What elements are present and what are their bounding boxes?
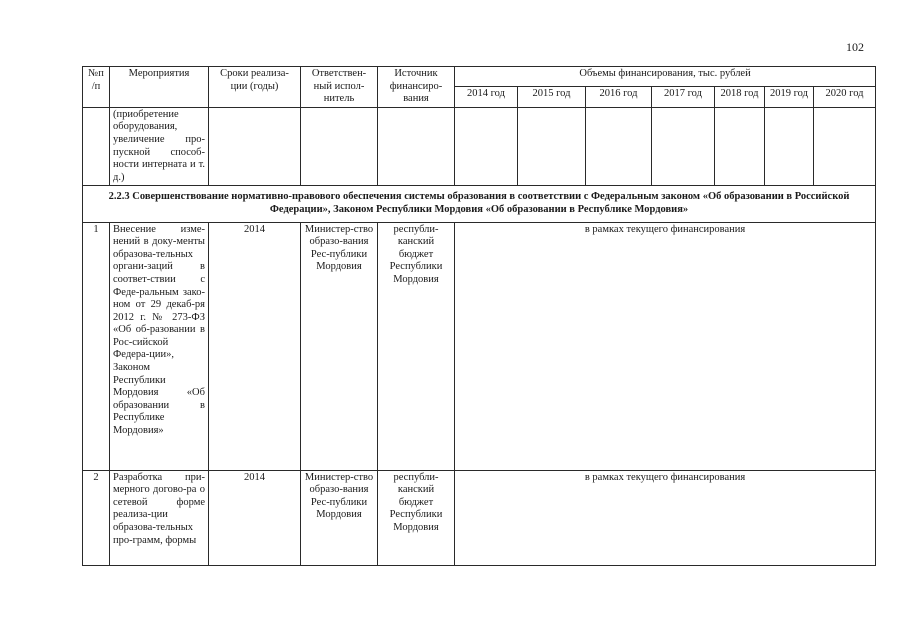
cell-source: республи-канский бюджет Республики Мордовия [378,222,455,470]
header-year: 2016 год [586,87,652,107]
cell-terms: 2014 [209,222,301,470]
cell-num [83,107,110,186]
cell-year [814,107,876,186]
cell-year [518,107,586,186]
section-title: 2.2.3 Совершенствование нормативно-правового обеспечения системы образования в соответствии с Федеральным законом «Об образовании в Российской Федерации», Законом Республики Мордовия «Об образовании в Республике Мордовия» [83,186,876,222]
header-event: Мероприятия [110,67,209,108]
header-row [83,67,876,87]
cell-responsible [301,107,378,186]
cell-event: (приобретение оборудования, увеличение про-пускной способ-ности интерната и т. д.) [110,107,209,186]
cell-event: Разработка при-мерного догово-ра о сетевой форме реализа-ции образова-тельных про-грамм, формы [110,470,209,565]
cell-year [586,107,652,186]
header-num: №п /п [83,67,110,108]
cell-year [765,107,814,186]
cell-num: 2 [83,470,110,565]
cell-num: 1 [83,222,110,470]
header-year: 2018 год [715,87,765,107]
header-year: 2020 год [814,87,876,107]
header-terms: Сроки реализа-ции (годы) [209,67,301,108]
cell-event: Внесение изме-нений в доку-менты образова-тельных органи-заций в соответ-ствии с Феде-ральным зако-ном от 29 декаб-ря 2012 г. № 273-ФЗ «Об об-разовании в Рос-сийской Федера-ции», Законом Республики Мордовия «Об образовании в Республике Мордовия» [110,222,209,470]
cell-terms [209,107,301,186]
page-number: 102 [846,40,864,54]
cell-year [715,107,765,186]
cell-source [378,107,455,186]
header-year: 2019 год [765,87,814,107]
header-year: 2017 год [652,87,715,107]
header-volumes: Объемы финансирования, тыс. рублей [455,67,876,87]
cell-year [652,107,715,186]
cell-responsible: Министер-ство образо-вания Рес-публики Мордовия [301,470,378,565]
cell-financing: в рамках текущего финансирования [455,222,876,470]
cell-year [455,107,518,186]
continued-row [83,107,876,186]
table-row [83,222,876,470]
financing-table [82,66,876,566]
header-year: 2015 год [518,87,586,107]
cell-responsible: Министер-ство образо-вания Рес-публики Мордовия [301,222,378,470]
cell-source: республи-канский бюджет Республики Мордовия [378,470,455,565]
cell-terms: 2014 [209,470,301,565]
table-row [83,470,876,565]
cell-financing: в рамках текущего финансирования [455,470,876,565]
section-row [83,186,876,222]
header-year: 2014 год [455,87,518,107]
header-responsible: Ответствен-ный испол-нитель [301,67,378,108]
header-source: Источник финансиро-вания [378,67,455,108]
